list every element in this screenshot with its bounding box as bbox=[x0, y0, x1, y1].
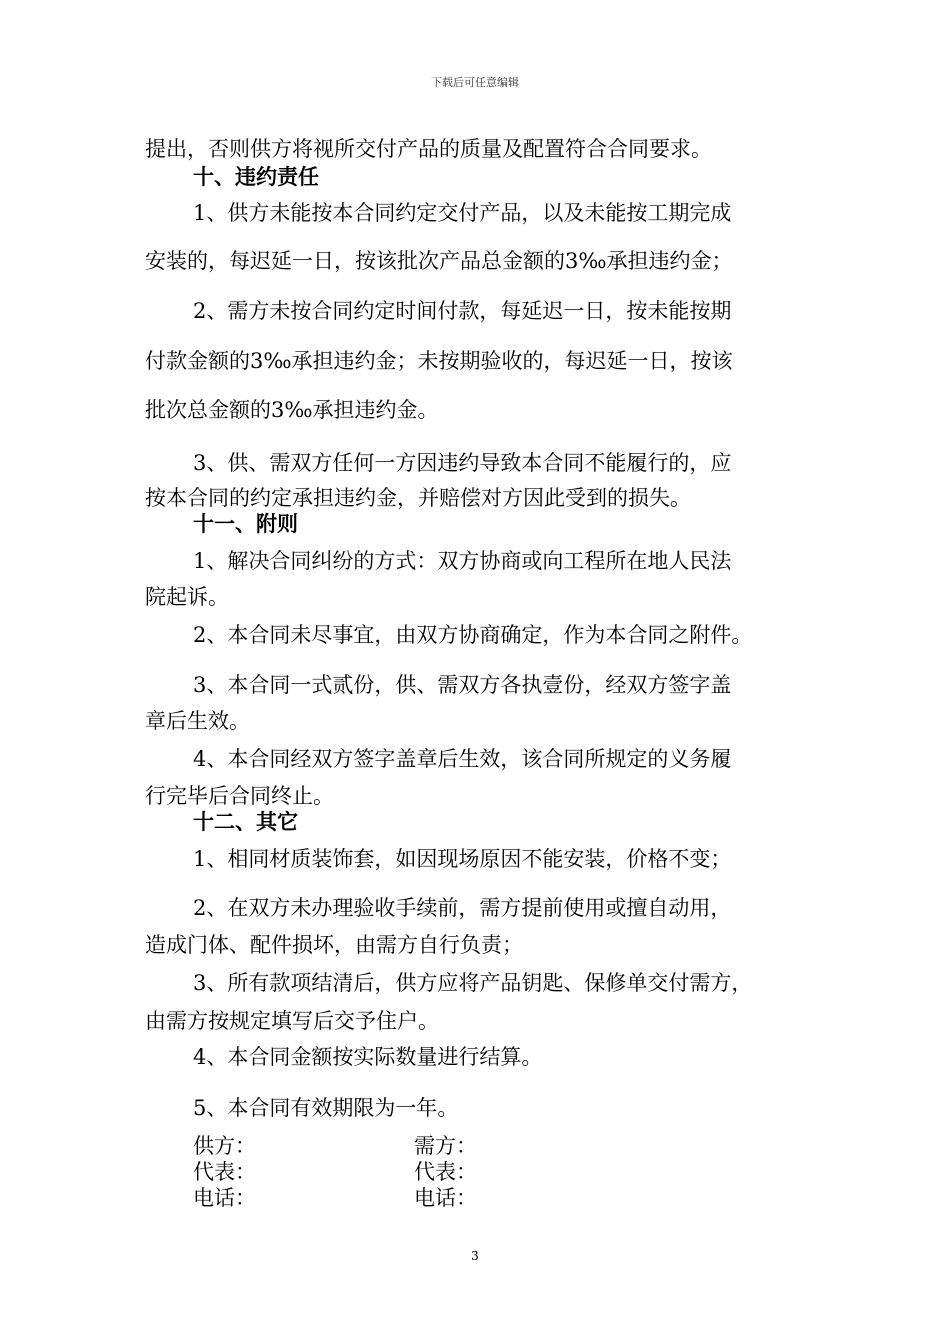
paragraph-line: 按本合同的约定承担违约金，并赔偿对方因此受到的损失。 bbox=[145, 486, 691, 510]
paragraph-line: 章后生效。 bbox=[145, 709, 250, 733]
paragraph-line: 安装的，每迟延一日，按该批次产品总金额的3‰承担违约金； bbox=[145, 249, 733, 273]
paragraph-line: 行完毕后合同终止。 bbox=[145, 784, 334, 808]
paragraph-line: 3、所有款项结清后，供方应将产品钥匙、保修单交付需方， bbox=[193, 971, 753, 995]
buyer-representative-label: 代表： bbox=[414, 1160, 477, 1184]
page-header: 下载后可任意编辑 bbox=[431, 76, 519, 89]
paragraph-line: 提出，否则供方将视所交付产品的质量及配置符合合同要求。 bbox=[145, 137, 712, 161]
paragraph-line: 批次总金额的3‰承担违约金。 bbox=[145, 398, 439, 422]
paragraph-line: 4、本合同金额按实际数量进行结算。 bbox=[193, 1045, 543, 1069]
supplier-representative-label: 代表： bbox=[193, 1160, 256, 1184]
paragraph-line: 1、供方未能按本合同约定交付产品，以及未能按工期完成 bbox=[193, 201, 732, 225]
paragraph-line: 1、解决合同纠纷的方式：双方协商或向工程所在地人民法 bbox=[193, 549, 732, 573]
paragraph-line: 5、本合同有效期限为一年。 bbox=[193, 1096, 459, 1120]
paragraph-line: 院起诉。 bbox=[145, 585, 229, 609]
section-heading-appendix: 十一、附则 bbox=[193, 511, 298, 536]
paragraph-line: 1、相同材质装饰套，如因现场原因不能安装，价格不变； bbox=[193, 847, 732, 871]
section-heading-other: 十二、其它 bbox=[193, 809, 298, 834]
buyer-signature-label: 需方： bbox=[414, 1134, 477, 1158]
paragraph-line: 造成门体、配件损坏，由需方自行负责； bbox=[145, 933, 523, 957]
paragraph-line: 由需方按规定填写后交予住户。 bbox=[145, 1009, 439, 1033]
paragraph-line: 3、供、需双方任何一方因违约导致本合同不能履行的，应 bbox=[193, 451, 732, 475]
paragraph-line: 2、在双方未办理验收手续前，需方提前使用或擅自动用， bbox=[193, 896, 732, 920]
paragraph-line: 4、本合同经双方签字盖章后生效，该合同所规定的义务履 bbox=[193, 747, 732, 771]
paragraph-line: 2、本合同未尽事宜，由双方协商确定，作为本合同之附件。 bbox=[193, 623, 753, 647]
paragraph-line: 付款金额的3‰承担违约金；未按期验收的，每迟延一日，按该 bbox=[145, 349, 733, 373]
paragraph-line: 2、需方未按合同约定时间付款，每延迟一日，按未能按期 bbox=[193, 299, 732, 323]
section-heading-breach: 十、违约责任 bbox=[193, 164, 319, 189]
supplier-phone-label: 电话： bbox=[193, 1186, 256, 1210]
page-number: 3 bbox=[471, 1249, 479, 1263]
buyer-phone-label: 电话： bbox=[414, 1186, 477, 1210]
paragraph-line: 3、本合同一式贰份，供、需双方各执壹份，经双方签字盖 bbox=[193, 673, 732, 697]
supplier-signature-label: 供方： bbox=[193, 1134, 256, 1158]
